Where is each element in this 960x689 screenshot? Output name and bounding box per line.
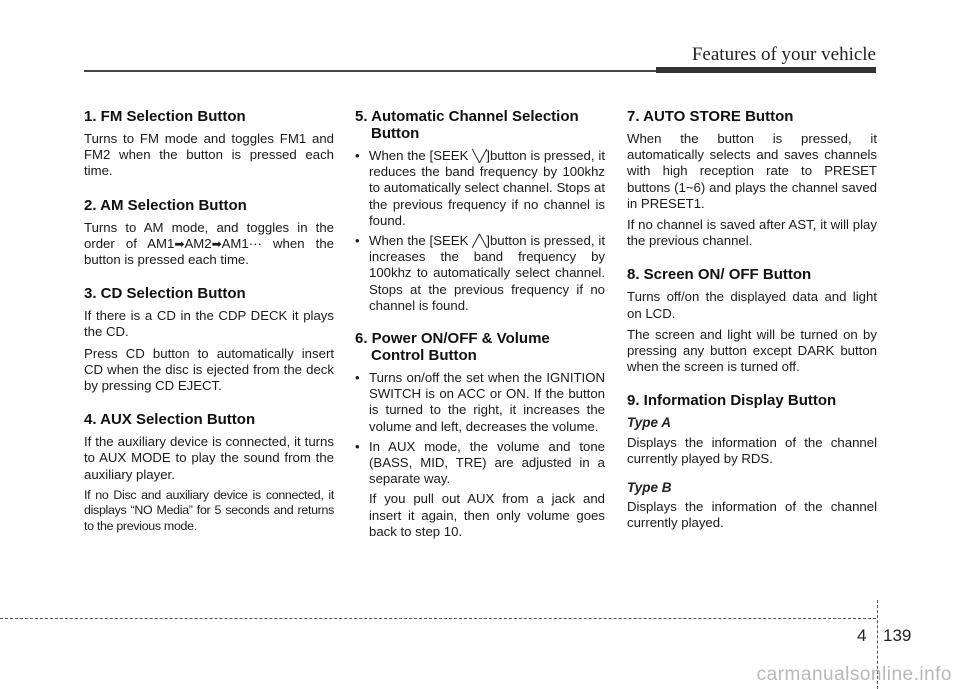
section-7-text-1: When the button is pressed, it automatically selects and saves channels with high reception rate to PRESET buttons (1~6) and plays the channel saved in PRESET1.	[627, 131, 877, 211]
section-1-text: Turns to FM mode and toggles FM1 and FM2 when the button is pressed each time.	[84, 131, 334, 179]
section-5-list	[355, 148, 605, 314]
section-2-title: 2. AM Selection Button	[84, 196, 247, 214]
seek-up-text-b: ]button is pressed, it increases the band frequency by 100khz to automatically select channel. Stops at the previous frequency if no channel is found.	[369, 233, 605, 313]
list-item	[355, 148, 605, 229]
section-5-title-b: Button	[371, 125, 420, 142]
section-6-title	[355, 330, 605, 364]
section-5-title-a: 5. Automatic Channel Selection	[355, 108, 579, 125]
column-2	[355, 108, 605, 544]
section-8-title: 8. Screen ON/ OFF Button	[627, 266, 812, 284]
running-head: Features of your vehicle	[691, 44, 876, 65]
section-2-text	[84, 220, 334, 269]
seek-up-text-a: When the [SEEK	[369, 233, 469, 249]
power-volume-text: Turns on/off the set when the IGNITION SWITCH is on ACC or ON. If the button is turned to the right, it increases the volume and left, decreases the volume.	[369, 370, 605, 434]
section-4-title: 4. AUX Selection Button	[84, 411, 256, 429]
section-2-text-c: AM1··· when the button is pressed each time.	[84, 235, 335, 268]
section-3-text-2: Press CD button to automatically insert CD when the disc is ejected from the deck by pressing CD EJECT.	[84, 345, 334, 394]
section-6-title-b: Control Button	[371, 347, 477, 365]
section-9-title: 9. Information Display Button	[627, 392, 837, 410]
list-item	[355, 439, 605, 488]
type-a-text: Displays the information of the channel currently played by RDS.	[627, 434, 877, 466]
type-a-label: Type A	[627, 415, 672, 431]
list-item	[355, 233, 605, 314]
section-8-text-1: Turns off/on the displayed data and light on LCD.	[627, 289, 877, 321]
seek-up-icon: ╱╲	[472, 234, 487, 249]
bullet-icon: •	[355, 233, 360, 249]
section-2-text-b: AM2	[184, 235, 212, 251]
page-number: 139	[883, 626, 912, 645]
list-item	[355, 370, 605, 435]
section-6-title-a: 6. Power ON/OFF & Volume	[355, 330, 550, 348]
section-4-text-2: If no Disc and auxiliary device is connected, it displays “NO Media” for 5 seconds and returns to the previous mode.	[84, 487, 334, 533]
seek-down-text-a: When the [SEEK	[369, 148, 469, 163]
section-2-text-a: Turns to AM mode, and toggles in the order of AM1	[84, 219, 334, 251]
right-arrow-icon: ➡	[211, 236, 222, 251]
type-b-label: Type B	[627, 480, 672, 496]
header-rule-accent	[656, 67, 876, 73]
section-3-title: 3. CD Selection Button	[84, 285, 246, 303]
bullet-icon: •	[355, 148, 360, 163]
section-1-title: 1. FM Selection Button	[84, 108, 246, 125]
bullet-icon: •	[355, 370, 360, 386]
aux-tone-text: In AUX mode, the volume and tone (BASS, MID, TRE) are adjusted in a separate way.	[369, 438, 605, 487]
section-6-list	[355, 370, 605, 487]
chapter-number: 4	[857, 626, 867, 645]
section-5-title	[355, 108, 605, 142]
column-1	[84, 108, 334, 539]
footer-rule	[0, 618, 876, 619]
section-4-text-1: If the auxiliary device is connected, it turns to AUX MODE to play the sound from the auxiliary player.	[84, 434, 334, 482]
seek-down-text-b: ]button is pressed, it reduces the band frequency by 100khz to automatically select channel. Stops at the previous frequency if no channel is found.	[369, 148, 605, 228]
section-7-title: 7. AUTO STORE Button	[627, 108, 794, 125]
watermark: carmanualsonline.info	[756, 664, 952, 685]
right-arrow-icon: ➡	[174, 236, 185, 251]
section-6-note: If you pull out AUX from a jack and insert it again, then only volume goes back to step 10.	[369, 491, 605, 539]
column-3	[627, 108, 877, 537]
section-7-text-2: If no channel is saved after AST, it will play the previous channel.	[627, 217, 877, 249]
section-8-text-2: The screen and light will be turned on by pressing any button except DARK button when the screen is turned off.	[627, 326, 877, 375]
type-b-text: Displays the information of the channel currently played.	[627, 499, 877, 531]
seek-down-icon: ╲╱	[472, 149, 487, 163]
bullet-icon: •	[355, 438, 360, 454]
section-3-text-1: If there is a CD in the CDP DECK it plays the CD.	[84, 308, 334, 340]
